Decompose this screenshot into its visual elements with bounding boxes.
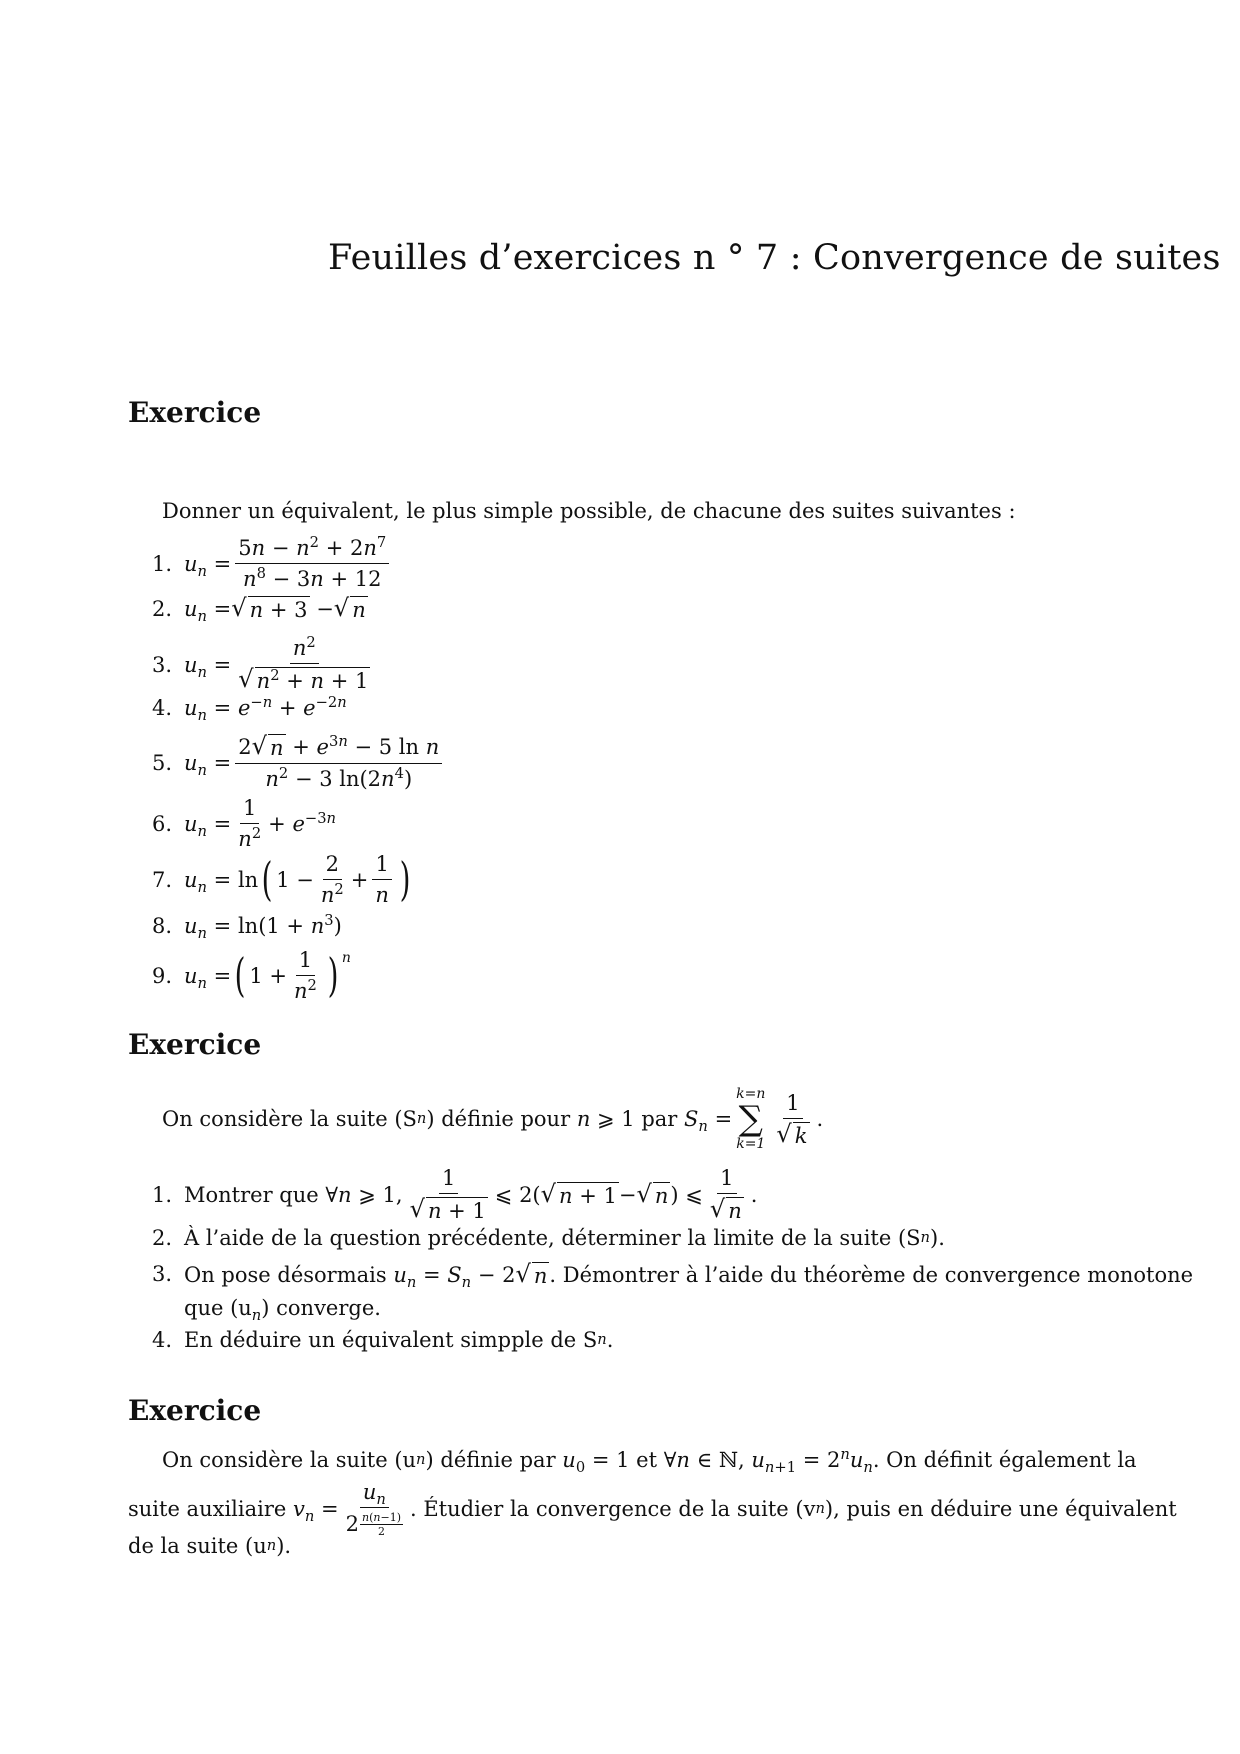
exercise-2-heading: Exercice	[128, 1028, 262, 1061]
exercise-3-heading: Exercice	[128, 1394, 262, 1427]
exercise-3-line-3: de la suite (u n ).	[128, 1534, 292, 1558]
ex1-item-5: 5. $u_n$ = 2 √ n + $e^{3n} - 5$ ln n $n^2 - 3$ $\ln(2n^4)$	[152, 734, 446, 791]
ex2-item-4: 4. En déduire un équivalent simpple de S n .	[152, 1328, 614, 1352]
ex1-item-7: 7. $u_n = \ln$ ( 1 − $\frac{2}{n^2}$ + $\frac{1}{n}$ )	[152, 852, 411, 907]
ex1-item-2: 2. $u_n$ = √ n + 3 − √ n	[152, 594, 366, 626]
ex2-item-1: 1. Montrer que ∀n ⩾ 1, 1 √ n + 1 ⩽ 2( √ n + 1 − √ n ) ⩽ 1 √ n .	[152, 1166, 758, 1223]
ex1-item-8: 8. $u_n = \ln(1 + n^3)$	[152, 911, 342, 943]
exercise-1-heading: Exercice	[128, 396, 262, 429]
exercise-1-intro: Donner un équivalent, le plus simple possible, de chacune des suites suivantes :	[162, 499, 1016, 523]
ex2-item-2: 2. À l’aide de la question précédente, déterminer la limite de la suite (S n ).	[152, 1226, 945, 1250]
ex1-item-4: 4. $u_n = e^{-n} + e^{-2n}$	[152, 693, 347, 725]
ex1-item-6: 6. $u_n$ = $\frac{1}{n^2}$ + $e^{-3n}$	[152, 796, 337, 851]
ex2-item-3: 3. On pose désormais $u_n = S_n - 2$ √ n . Démontrer à l’aide du théorème de convergence monotone que $(u_n)$ converge.	[152, 1260, 1194, 1325]
ex1-item-9: 9. $u_n$ = ( 1 + $\frac{1}{n^2}$ ) n	[152, 948, 351, 1003]
ex1-item-3: 3. $u_n$ = $n^2$ √ $n^2 + n + 1$	[152, 633, 369, 693]
page-title: Feuilles d’exercices n ° 7 : Convergence de suites	[328, 238, 1221, 278]
exercise-3-line-2: suite auxiliaire $v_n$ = $u_n$ 2 $\frac{n(n-1)}{2}$ . Étudier la convergence de la suite (v n ), puis en déduire une équivalent	[128, 1480, 1177, 1538]
ex1-item-1: 1. $u_n$ = $\frac{5n - n^2 + 2n^7}{n^8 - 3n + 12}$	[152, 536, 393, 591]
exercise-2-intro: On considère la suite (S n ) définie pour n ⩾ 1 par $S_n$ = k=n ∑ k=1 1 √ k .	[162, 1086, 824, 1152]
exercise-3-line-1: On considère la suite (u n ) définie par $u_0 = 1$ et ∀n ∈ ℕ, $u_{n+1} = 2^nu_n$ . On définit également la	[162, 1445, 1137, 1477]
